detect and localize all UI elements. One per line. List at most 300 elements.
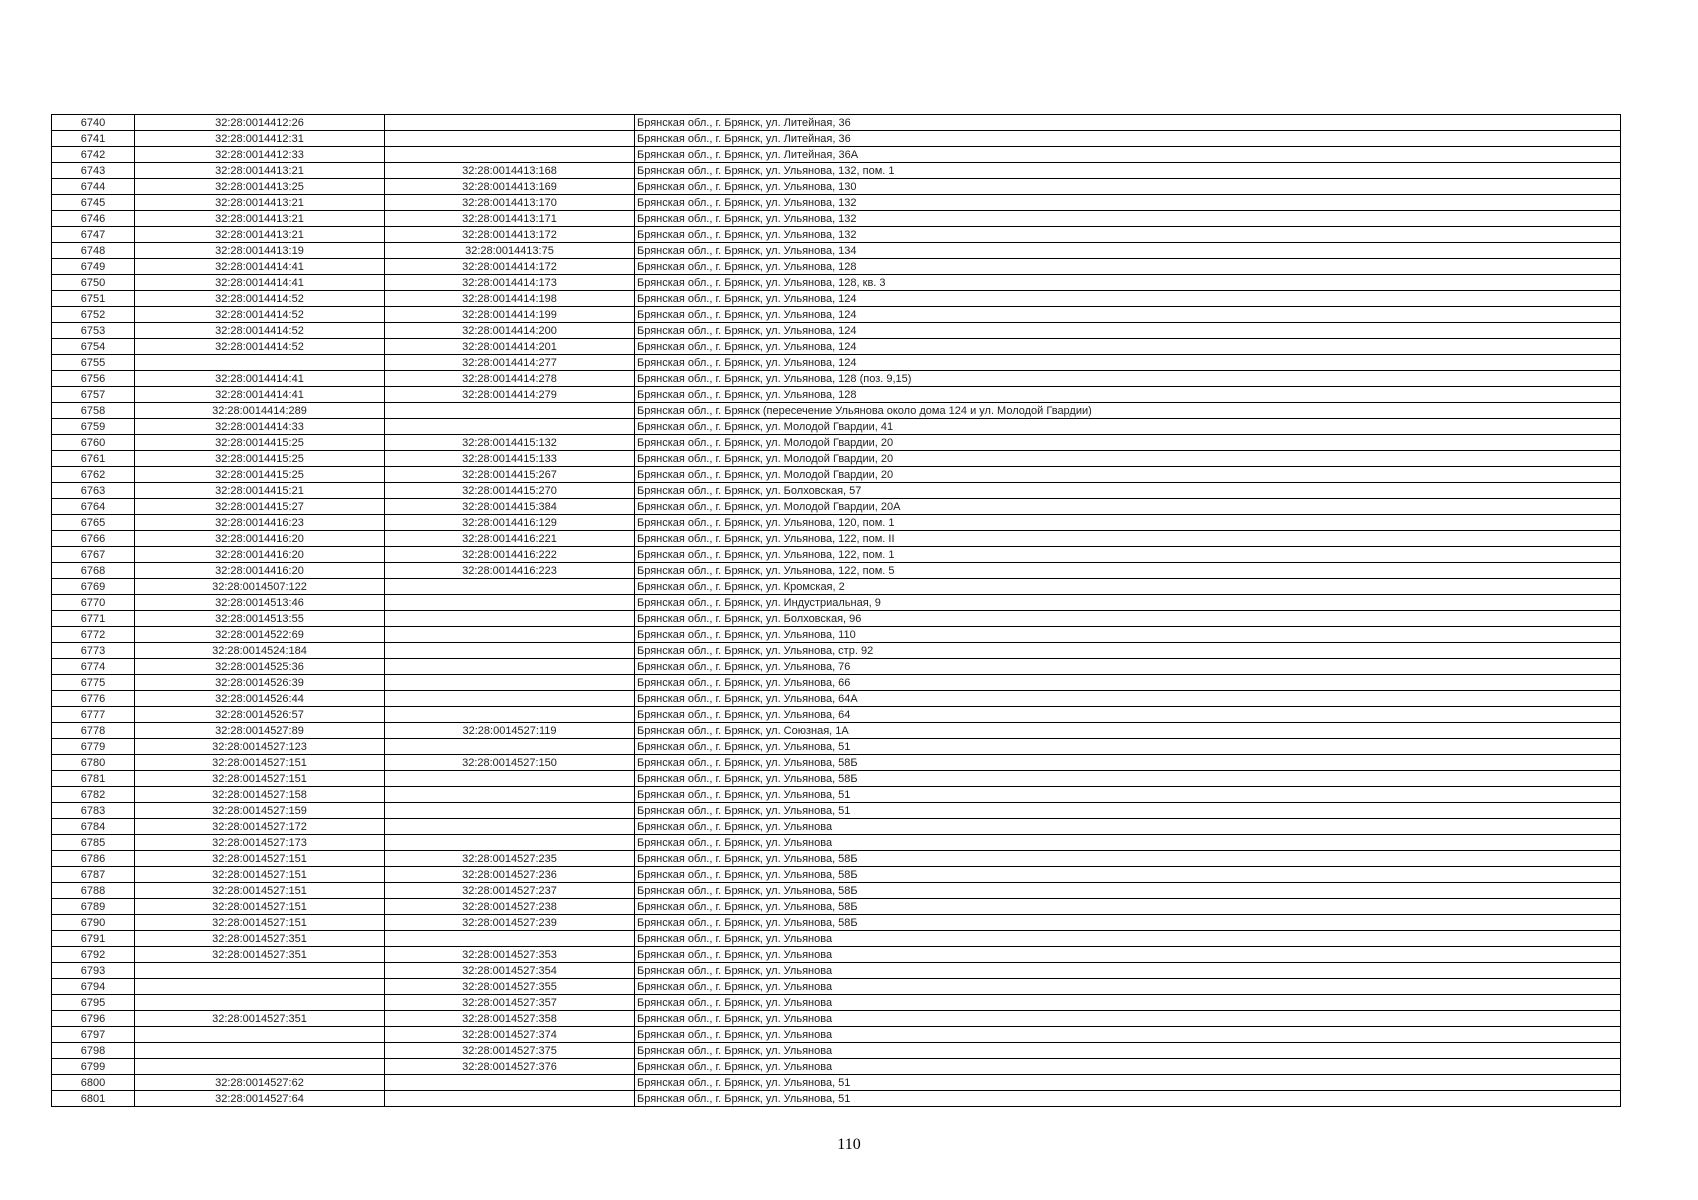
- row-number-cell: 6749: [52, 259, 135, 275]
- building-cadastral-number-cell: 32:28:0014527:237: [385, 883, 635, 899]
- row-number-cell: 6760: [52, 435, 135, 451]
- row-number-cell: 6797: [52, 1027, 135, 1043]
- row-number-cell: 6751: [52, 291, 135, 307]
- land-cadastral-number-cell: 32:28:0014513:46: [135, 595, 385, 611]
- table-row: [52, 563, 1621, 579]
- land-cadastral-number-cell: 32:28:0014413:21: [135, 227, 385, 243]
- land-cadastral-number-cell: 32:28:0014414:41: [135, 387, 385, 403]
- land-cadastral-number-cell: 32:28:0014416:20: [135, 547, 385, 563]
- address-cell: Брянская обл., г. Брянск, ул. Ульянова: [635, 947, 1621, 963]
- table-row: [52, 1091, 1621, 1107]
- table-row: [52, 963, 1621, 979]
- land-cadastral-number-cell: 32:28:0014414:289: [135, 403, 385, 419]
- building-cadastral-number-cell: 32:28:0014527:238: [385, 899, 635, 915]
- address-cell: Брянская обл., г. Брянск, ул. Литейная, 36: [635, 115, 1621, 131]
- building-cadastral-number-cell: 32:28:0014527:354: [385, 963, 635, 979]
- address-cell: Брянская обл., г. Брянск, ул. Болховская, 96: [635, 611, 1621, 627]
- row-number-cell: 6781: [52, 771, 135, 787]
- building-cadastral-number-cell: 32:28:0014414:279: [385, 387, 635, 403]
- building-cadastral-number-cell: 32:28:0014414:278: [385, 371, 635, 387]
- row-number-cell: 6763: [52, 483, 135, 499]
- table-row: [52, 787, 1621, 803]
- table-row: [52, 307, 1621, 323]
- building-cadastral-number-cell: [385, 659, 635, 675]
- table-row: [52, 867, 1621, 883]
- land-cadastral-number-cell: 32:28:0014414:41: [135, 259, 385, 275]
- land-cadastral-number-cell: 32:28:0014526:57: [135, 707, 385, 723]
- table-row: [52, 707, 1621, 723]
- row-number-cell: 6772: [52, 627, 135, 643]
- row-number-cell: 6754: [52, 339, 135, 355]
- row-number-cell: 6757: [52, 387, 135, 403]
- building-cadastral-number-cell: [385, 403, 635, 419]
- row-number-cell: 6769: [52, 579, 135, 595]
- row-number-cell: 6796: [52, 1011, 135, 1027]
- land-cadastral-number-cell: 32:28:0014527:151: [135, 771, 385, 787]
- land-cadastral-number-cell: 32:28:0014527:151: [135, 883, 385, 899]
- address-cell: Брянская обл., г. Брянск, ул. Ульянова: [635, 931, 1621, 947]
- table-row: [52, 467, 1621, 483]
- land-cadastral-number-cell: 32:28:0014413:21: [135, 195, 385, 211]
- table-row: [52, 259, 1621, 275]
- building-cadastral-number-cell: 32:28:0014414:172: [385, 259, 635, 275]
- row-number-cell: 6771: [52, 611, 135, 627]
- building-cadastral-number-cell: 32:28:0014527:150: [385, 755, 635, 771]
- address-cell: Брянская обл., г. Брянск, ул. Ульянова, 51: [635, 1091, 1621, 1107]
- table-row: [52, 323, 1621, 339]
- table-row: [52, 291, 1621, 307]
- table-row: [52, 835, 1621, 851]
- table-row: [52, 275, 1621, 291]
- row-number-cell: 6766: [52, 531, 135, 547]
- building-cadastral-number-cell: 32:28:0014527:119: [385, 723, 635, 739]
- page-number: 110: [837, 1136, 861, 1153]
- address-cell: Брянская обл., г. Брянск, ул. Ульянова, 128, кв. 3: [635, 275, 1621, 291]
- land-cadastral-number-cell: 32:28:0014526:39: [135, 675, 385, 691]
- table-row: [52, 371, 1621, 387]
- table-row: [52, 899, 1621, 915]
- address-cell: Брянская обл., г. Брянск, ул. Ульянова: [635, 1043, 1621, 1059]
- building-cadastral-number-cell: [385, 707, 635, 723]
- land-cadastral-number-cell: 32:28:0014526:44: [135, 691, 385, 707]
- row-number-cell: 6758: [52, 403, 135, 419]
- building-cadastral-number-cell: 32:28:0014527:357: [385, 995, 635, 1011]
- address-cell: Брянская обл., г. Брянск, ул. Молодой Гвардии, 20А: [635, 499, 1621, 515]
- building-cadastral-number-cell: [385, 819, 635, 835]
- row-number-cell: 6793: [52, 963, 135, 979]
- table-row: [52, 355, 1621, 371]
- row-number-cell: 6761: [52, 451, 135, 467]
- address-cell: Брянская обл., г. Брянск, ул. Союзная, 1А: [635, 723, 1621, 739]
- building-cadastral-number-cell: 32:28:0014416:223: [385, 563, 635, 579]
- table-row: [52, 115, 1621, 131]
- row-number-cell: 6791: [52, 931, 135, 947]
- row-number-cell: 6746: [52, 211, 135, 227]
- address-cell: Брянская обл., г. Брянск, ул. Ульянова, 130: [635, 179, 1621, 195]
- building-cadastral-number-cell: [385, 643, 635, 659]
- address-cell: Брянская обл., г. Брянск, ул. Ульянова, 58Б: [635, 867, 1621, 883]
- land-cadastral-number-cell: 32:28:0014415:27: [135, 499, 385, 515]
- building-cadastral-number-cell: 32:28:0014413:75: [385, 243, 635, 259]
- table-row: [52, 659, 1621, 675]
- table-row: [52, 915, 1621, 931]
- building-cadastral-number-cell: [385, 835, 635, 851]
- building-cadastral-number-cell: 32:28:0014415:270: [385, 483, 635, 499]
- row-number-cell: 6740: [52, 115, 135, 131]
- row-number-cell: 6783: [52, 803, 135, 819]
- table-row: [52, 147, 1621, 163]
- building-cadastral-number-cell: [385, 771, 635, 787]
- land-cadastral-number-cell: 32:28:0014527:89: [135, 723, 385, 739]
- table-row: [52, 611, 1621, 627]
- land-cadastral-number-cell: 32:28:0014416:20: [135, 531, 385, 547]
- address-cell: Брянская обл., г. Брянск, ул. Ульянова, 132, пом. 1: [635, 163, 1621, 179]
- table-row: [52, 595, 1621, 611]
- table-row: [52, 803, 1621, 819]
- land-cadastral-number-cell: 32:28:0014413:21: [135, 211, 385, 227]
- building-cadastral-number-cell: [385, 579, 635, 595]
- row-number-cell: 6768: [52, 563, 135, 579]
- table-row: [52, 979, 1621, 995]
- land-cadastral-number-cell: 32:28:0014414:41: [135, 275, 385, 291]
- row-number-cell: 6775: [52, 675, 135, 691]
- table-row: [52, 739, 1621, 755]
- address-cell: Брянская обл., г. Брянск, ул. Ульянова: [635, 1011, 1621, 1027]
- building-cadastral-number-cell: 32:28:0014414:199: [385, 307, 635, 323]
- address-cell: Брянская обл., г. Брянск, ул. Ульянова: [635, 995, 1621, 1011]
- table-row: [52, 515, 1621, 531]
- address-cell: Брянская обл., г. Брянск, ул. Ульянова, 64А: [635, 691, 1621, 707]
- address-cell: Брянская обл., г. Брянск, ул. Ульянова, 58Б: [635, 899, 1621, 915]
- row-number-cell: 6742: [52, 147, 135, 163]
- building-cadastral-number-cell: 32:28:0014414:200: [385, 323, 635, 339]
- land-cadastral-number-cell: 32:28:0014413:25: [135, 179, 385, 195]
- land-cadastral-number-cell: 32:28:0014527:158: [135, 787, 385, 803]
- table-row: [52, 1043, 1621, 1059]
- land-cadastral-number-cell: 32:28:0014412:33: [135, 147, 385, 163]
- row-number-cell: 6786: [52, 851, 135, 867]
- land-cadastral-number-cell: [135, 995, 385, 1011]
- address-cell: Брянская обл., г. Брянск, ул. Литейная, 36А: [635, 147, 1621, 163]
- land-cadastral-number-cell: 32:28:0014414:52: [135, 291, 385, 307]
- building-cadastral-number-cell: 32:28:0014413:168: [385, 163, 635, 179]
- land-cadastral-number-cell: 32:28:0014415:21: [135, 483, 385, 499]
- address-cell: Брянская обл., г. Брянск, ул. Ульянова, 58Б: [635, 851, 1621, 867]
- land-cadastral-number-cell: 32:28:0014527:64: [135, 1091, 385, 1107]
- address-cell: Брянская обл., г. Брянск, ул. Ульянова, 51: [635, 803, 1621, 819]
- land-cadastral-number-cell: 32:28:0014513:55: [135, 611, 385, 627]
- address-cell: Брянская обл., г. Брянск, ул. Ульянова, 51: [635, 787, 1621, 803]
- row-number-cell: 6777: [52, 707, 135, 723]
- row-number-cell: 6790: [52, 915, 135, 931]
- building-cadastral-number-cell: 32:28:0014416:221: [385, 531, 635, 547]
- table-row: [52, 195, 1621, 211]
- table-row: [52, 851, 1621, 867]
- land-cadastral-number-cell: 32:28:0014527:151: [135, 915, 385, 931]
- address-cell: Брянская обл., г. Брянск, ул. Ульянова, 76: [635, 659, 1621, 675]
- row-number-cell: 6787: [52, 867, 135, 883]
- building-cadastral-number-cell: 32:28:0014413:172: [385, 227, 635, 243]
- building-cadastral-number-cell: [385, 147, 635, 163]
- row-number-cell: 6752: [52, 307, 135, 323]
- land-cadastral-number-cell: 32:28:0014527:151: [135, 755, 385, 771]
- address-cell: Брянская обл., г. Брянск, ул. Ульянова, 132: [635, 227, 1621, 243]
- table-row: [52, 243, 1621, 259]
- table-row: [52, 339, 1621, 355]
- table-row: [52, 1027, 1621, 1043]
- building-cadastral-number-cell: 32:28:0014415:384: [385, 499, 635, 515]
- row-number-cell: 6800: [52, 1075, 135, 1091]
- row-number-cell: 6750: [52, 275, 135, 291]
- address-cell: Брянская обл., г. Брянск, ул. Ульянова: [635, 1027, 1621, 1043]
- building-cadastral-number-cell: 32:28:0014527:235: [385, 851, 635, 867]
- address-cell: Брянская обл., г. Брянск, ул. Молодой Гвардии, 20: [635, 451, 1621, 467]
- land-cadastral-number-cell: 32:28:0014527:151: [135, 899, 385, 915]
- address-cell: Брянская обл., г. Брянск, ул. Ульянова, 58Б: [635, 771, 1621, 787]
- address-cell: Брянская обл., г. Брянск, ул. Молодой Гвардии, 20: [635, 435, 1621, 451]
- table-row: [52, 131, 1621, 147]
- row-number-cell: 6743: [52, 163, 135, 179]
- row-number-cell: 6744: [52, 179, 135, 195]
- table-row: [52, 227, 1621, 243]
- row-number-cell: 6792: [52, 947, 135, 963]
- building-cadastral-number-cell: [385, 691, 635, 707]
- address-cell: Брянская обл., г. Брянск, ул. Ульянова, 122, пом. 1: [635, 547, 1621, 563]
- land-cadastral-number-cell: 32:28:0014414:41: [135, 371, 385, 387]
- row-number-cell: 6745: [52, 195, 135, 211]
- building-cadastral-number-cell: 32:28:0014527:239: [385, 915, 635, 931]
- land-cadastral-number-cell: 32:28:0014414:52: [135, 307, 385, 323]
- table-row: [52, 995, 1621, 1011]
- building-cadastral-number-cell: [385, 419, 635, 435]
- land-cadastral-number-cell: [135, 979, 385, 995]
- address-cell: Брянская обл., г. Брянск, ул. Ульянова, 128: [635, 387, 1621, 403]
- building-cadastral-number-cell: 32:28:0014415:133: [385, 451, 635, 467]
- row-number-cell: 6780: [52, 755, 135, 771]
- building-cadastral-number-cell: 32:28:0014527:355: [385, 979, 635, 995]
- address-cell: Брянская обл., г. Брянск, ул. Литейная, 36: [635, 131, 1621, 147]
- land-cadastral-number-cell: 32:28:0014527:351: [135, 1011, 385, 1027]
- row-number-cell: 6801: [52, 1091, 135, 1107]
- land-cadastral-number-cell: [135, 355, 385, 371]
- address-cell: Брянская обл., г. Брянск, ул. Ульянова, 124: [635, 355, 1621, 371]
- building-cadastral-number-cell: [385, 787, 635, 803]
- land-cadastral-number-cell: 32:28:0014415:25: [135, 467, 385, 483]
- row-number-cell: 6799: [52, 1059, 135, 1075]
- row-number-cell: 6782: [52, 787, 135, 803]
- land-cadastral-number-cell: 32:28:0014507:122: [135, 579, 385, 595]
- land-cadastral-number-cell: [135, 1027, 385, 1043]
- row-number-cell: 6788: [52, 883, 135, 899]
- building-cadastral-number-cell: 32:28:0014527:353: [385, 947, 635, 963]
- building-cadastral-number-cell: 32:28:0014527:376: [385, 1059, 635, 1075]
- table-row: [52, 547, 1621, 563]
- table-row: [52, 931, 1621, 947]
- registry-table: [51, 114, 1621, 1107]
- building-cadastral-number-cell: 32:28:0014414:198: [385, 291, 635, 307]
- land-cadastral-number-cell: [135, 1043, 385, 1059]
- address-cell: Брянская обл., г. Брянск, ул. Ульянова, 58Б: [635, 755, 1621, 771]
- table-row: [52, 1059, 1621, 1075]
- row-number-cell: 6795: [52, 995, 135, 1011]
- land-cadastral-number-cell: 32:28:0014522:69: [135, 627, 385, 643]
- address-cell: Брянская обл., г. Брянск, ул. Ульянова, 51: [635, 1075, 1621, 1091]
- building-cadastral-number-cell: [385, 1075, 635, 1091]
- table-row: [52, 499, 1621, 515]
- address-cell: Брянская обл., г. Брянск, ул. Ульянова, 58Б: [635, 883, 1621, 899]
- table-row: [52, 211, 1621, 227]
- address-cell: Брянская обл., г. Брянск, ул. Индустриальная, 9: [635, 595, 1621, 611]
- address-cell: Брянская обл., г. Брянск, ул. Ульянова, 122, пом. 5: [635, 563, 1621, 579]
- address-cell: Брянская обл., г. Брянск, ул. Ульянова: [635, 979, 1621, 995]
- address-cell: Брянская обл., г. Брянск (пересечение Ульянова около дома 124 и ул. Молодой Гвардии): [635, 403, 1621, 419]
- land-cadastral-number-cell: 32:28:0014527:351: [135, 947, 385, 963]
- address-cell: Брянская обл., г. Брянск, ул. Ульянова, стр. 92: [635, 643, 1621, 659]
- table-row: [52, 627, 1621, 643]
- row-number-cell: 6762: [52, 467, 135, 483]
- table-row: [52, 451, 1621, 467]
- building-cadastral-number-cell: 32:28:0014527:236: [385, 867, 635, 883]
- row-number-cell: 6747: [52, 227, 135, 243]
- land-cadastral-number-cell: 32:28:0014527:351: [135, 931, 385, 947]
- row-number-cell: 6784: [52, 819, 135, 835]
- building-cadastral-number-cell: 32:28:0014414:173: [385, 275, 635, 291]
- land-cadastral-number-cell: 32:28:0014527:62: [135, 1075, 385, 1091]
- row-number-cell: 6756: [52, 371, 135, 387]
- address-cell: Брянская обл., г. Брянск, ул. Ульянова, 128 (поз. 9,15): [635, 371, 1621, 387]
- address-cell: Брянская обл., г. Брянск, ул. Болховская, 57: [635, 483, 1621, 499]
- land-cadastral-number-cell: [135, 963, 385, 979]
- building-cadastral-number-cell: 32:28:0014527:375: [385, 1043, 635, 1059]
- table-row: [52, 1011, 1621, 1027]
- building-cadastral-number-cell: [385, 131, 635, 147]
- address-cell: Брянская обл., г. Брянск, ул. Ульянова, 120, пом. 1: [635, 515, 1621, 531]
- land-cadastral-number-cell: 32:28:0014414:33: [135, 419, 385, 435]
- row-number-cell: 6785: [52, 835, 135, 851]
- land-cadastral-number-cell: [135, 1059, 385, 1075]
- address-cell: Брянская обл., г. Брянск, ул. Ульянова, 134: [635, 243, 1621, 259]
- row-number-cell: 6778: [52, 723, 135, 739]
- building-cadastral-number-cell: 32:28:0014527:358: [385, 1011, 635, 1027]
- land-cadastral-number-cell: 32:28:0014527:151: [135, 867, 385, 883]
- address-cell: Брянская обл., г. Брянск, ул. Ульянова: [635, 835, 1621, 851]
- table-row: [52, 947, 1621, 963]
- address-cell: Брянская обл., г. Брянск, ул. Кромская, 2: [635, 579, 1621, 595]
- land-cadastral-number-cell: 32:28:0014527:172: [135, 819, 385, 835]
- land-cadastral-number-cell: 32:28:0014416:23: [135, 515, 385, 531]
- land-cadastral-number-cell: 32:28:0014415:25: [135, 435, 385, 451]
- address-cell: Брянская обл., г. Брянск, ул. Ульянова, 124: [635, 323, 1621, 339]
- building-cadastral-number-cell: 32:28:0014527:374: [385, 1027, 635, 1043]
- building-cadastral-number-cell: 32:28:0014415:132: [385, 435, 635, 451]
- building-cadastral-number-cell: 32:28:0014413:169: [385, 179, 635, 195]
- building-cadastral-number-cell: [385, 115, 635, 131]
- building-cadastral-number-cell: [385, 627, 635, 643]
- row-number-cell: 6776: [52, 691, 135, 707]
- building-cadastral-number-cell: [385, 611, 635, 627]
- row-number-cell: 6765: [52, 515, 135, 531]
- table-row: [52, 691, 1621, 707]
- building-cadastral-number-cell: 32:28:0014414:201: [385, 339, 635, 355]
- land-cadastral-number-cell: 32:28:0014413:19: [135, 243, 385, 259]
- row-number-cell: 6779: [52, 739, 135, 755]
- row-number-cell: 6789: [52, 899, 135, 915]
- building-cadastral-number-cell: [385, 675, 635, 691]
- row-number-cell: 6741: [52, 131, 135, 147]
- table-body: [52, 115, 1621, 1107]
- building-cadastral-number-cell: 32:28:0014413:171: [385, 211, 635, 227]
- building-cadastral-number-cell: 32:28:0014415:267: [385, 467, 635, 483]
- table-row: [52, 419, 1621, 435]
- table-row: [52, 483, 1621, 499]
- table-row: [52, 675, 1621, 691]
- building-cadastral-number-cell: 32:28:0014416:129: [385, 515, 635, 531]
- address-cell: Брянская обл., г. Брянск, ул. Ульянова, 124: [635, 339, 1621, 355]
- land-cadastral-number-cell: 32:28:0014527:151: [135, 851, 385, 867]
- land-cadastral-number-cell: 32:28:0014524:184: [135, 643, 385, 659]
- building-cadastral-number-cell: [385, 931, 635, 947]
- address-cell: Брянская обл., г. Брянск, ул. Ульянова, 124: [635, 307, 1621, 323]
- table-row: [52, 723, 1621, 739]
- table-row: [52, 163, 1621, 179]
- land-cadastral-number-cell: 32:28:0014527:123: [135, 739, 385, 755]
- row-number-cell: 6798: [52, 1043, 135, 1059]
- address-cell: Брянская обл., г. Брянск, ул. Ульянова, 128: [635, 259, 1621, 275]
- address-cell: Брянская обл., г. Брянск, ул. Ульянова, 110: [635, 627, 1621, 643]
- address-cell: Брянская обл., г. Брянск, ул. Ульянова, 66: [635, 675, 1621, 691]
- address-cell: Брянская обл., г. Брянск, ул. Ульянова, 132: [635, 195, 1621, 211]
- row-number-cell: 6773: [52, 643, 135, 659]
- building-cadastral-number-cell: 32:28:0014416:222: [385, 547, 635, 563]
- row-number-cell: 6767: [52, 547, 135, 563]
- row-number-cell: 6794: [52, 979, 135, 995]
- row-number-cell: 6774: [52, 659, 135, 675]
- table-row: [52, 179, 1621, 195]
- building-cadastral-number-cell: [385, 595, 635, 611]
- address-cell: Брянская обл., г. Брянск, ул. Ульянова: [635, 1059, 1621, 1075]
- building-cadastral-number-cell: [385, 803, 635, 819]
- building-cadastral-number-cell: [385, 1091, 635, 1107]
- table-row: [52, 531, 1621, 547]
- land-cadastral-number-cell: 32:28:0014527:173: [135, 835, 385, 851]
- land-cadastral-number-cell: 32:28:0014413:21: [135, 163, 385, 179]
- land-cadastral-number-cell: 32:28:0014415:25: [135, 451, 385, 467]
- table-row: [52, 1075, 1621, 1091]
- land-cadastral-number-cell: 32:28:0014525:36: [135, 659, 385, 675]
- table-row: [52, 403, 1621, 419]
- table-row: [52, 643, 1621, 659]
- land-cadastral-number-cell: 32:28:0014416:20: [135, 563, 385, 579]
- land-cadastral-number-cell: 32:28:0014527:159: [135, 803, 385, 819]
- address-cell: Брянская обл., г. Брянск, ул. Ульянова, 51: [635, 739, 1621, 755]
- land-cadastral-number-cell: 32:28:0014412:26: [135, 115, 385, 131]
- address-cell: Брянская обл., г. Брянск, ул. Ульянова, 122, пом. II: [635, 531, 1621, 547]
- row-number-cell: 6755: [52, 355, 135, 371]
- table-row: [52, 435, 1621, 451]
- address-cell: Брянская обл., г. Брянск, ул. Ульянова, 58Б: [635, 915, 1621, 931]
- table-row: [52, 819, 1621, 835]
- table-row: [52, 579, 1621, 595]
- address-cell: Брянская обл., г. Брянск, ул. Ульянова: [635, 819, 1621, 835]
- land-cadastral-number-cell: 32:28:0014414:52: [135, 323, 385, 339]
- address-cell: Брянская обл., г. Брянск, ул. Молодой Гвардии, 41: [635, 419, 1621, 435]
- land-cadastral-number-cell: 32:28:0014412:31: [135, 131, 385, 147]
- table-row: [52, 387, 1621, 403]
- row-number-cell: 6764: [52, 499, 135, 515]
- row-number-cell: 6770: [52, 595, 135, 611]
- land-cadastral-number-cell: 32:28:0014414:52: [135, 339, 385, 355]
- address-cell: Брянская обл., г. Брянск, ул. Ульянова: [635, 963, 1621, 979]
